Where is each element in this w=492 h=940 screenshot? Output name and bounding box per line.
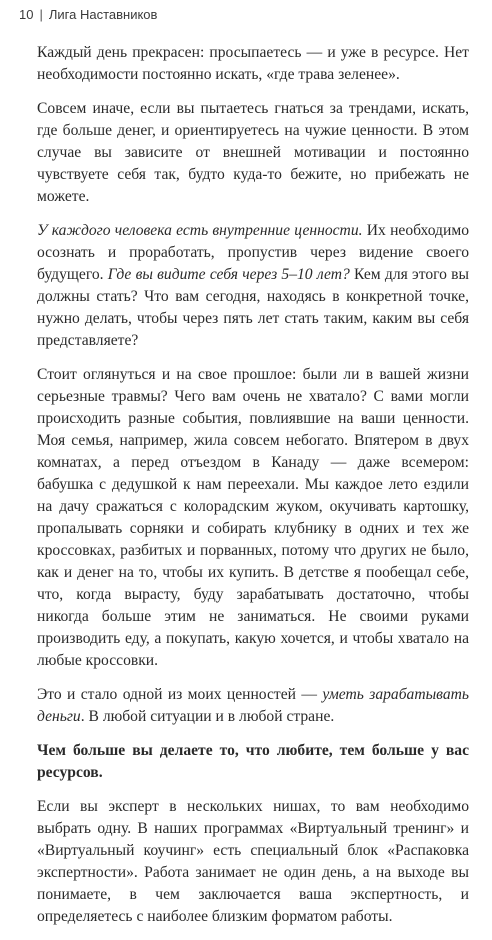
paragraph-1: Каждый день прекрасен: просыпаетесь — и уже в ресурсе. Нет необходимости постоянно искать, «где трава зеленее». bbox=[37, 44, 469, 83]
paragraph-5-emphasis: уметь зарабатывать деньги bbox=[37, 686, 469, 725]
paragraph-3-text-1: Их необходимо осознать и проработать, пропустив через видение своего будущего. bbox=[37, 222, 469, 283]
paragraph-7: Если вы эксперт в нескольких нишах, то вам необходимо выбрать одну. В наших программах «Виртуальный тренинг» и «Виртуальный коучинг» есть специальный блок «Распаковка экспертности». Работа занимает не один день, а на выходе вы понимаете, в чем заключается ваша экспертность, и определяетесь с наиболее близким форматом работы. bbox=[37, 798, 469, 925]
running-title: Лига Наставников bbox=[48, 7, 158, 22]
bold-statement: Чем больше вы делаете то, что любите, тем больше у вас ресурсов. bbox=[37, 742, 469, 781]
header-separator: | bbox=[39, 7, 43, 22]
page-number: 10 bbox=[19, 7, 34, 22]
paragraph-3-emphasis-1: У каждого человека есть внутренние ценности. bbox=[37, 222, 363, 239]
paragraph-4: Стоит оглянуться и на свое прошлое: были ли в вашей жизни серьезные травмы? Чего вам очень не хватало? С вами могли происходить разные события, повлиявшие на ваши ценности. Моя семья, например, жила совсем небогато. Впятером в двух комнатах, а перед отъездом в Канаду — даже всемером: бабушка с дедушкой к нам переехали. Мы каждое лето ездили на дачу сражаться с колорадским жуком, окучивать картошку, пропалывать сорняки и собирать клубнику в одних и тех же кроссовках, разбитых и порванных, потому что других не было, как и денег на то, чтобы их купить. В детстве я пообещал себе, что, когда вырасту, буду зарабатывать достаточно, чтобы никогда больше этим не заниматься. Не своими руками производить еду, а покупать, какую хочется, и чтобы хватало на любые кроссовки. bbox=[37, 366, 469, 669]
paragraph-2: Совсем иначе, если вы пытаетесь гнаться за трендами, искать, где больше денег, и ориентируетесь на чужие ценности. В этом случае вы зависите от внешней мотивации и постоянно чувствуете себя так, будто куда-то бежите, но прибежать не можете. bbox=[37, 100, 469, 205]
running-header bbox=[19, 7, 157, 22]
paragraph-5-text-1: Это и стало одной из моих ценностей — bbox=[37, 686, 323, 703]
paragraph-3 bbox=[37, 220, 469, 352]
paragraph-3-emphasis-2: Где вы видите себя через 5–10 лет? bbox=[107, 266, 350, 283]
body-text bbox=[37, 42, 469, 940]
paragraph-5-text-2: . В любой ситуации и в любой стране. bbox=[80, 708, 335, 725]
paragraph-3-text-2: Кем для этого вы должны стать? Что вам сегодня, находясь в конкретной точке, нужно делать, чтобы через пять лет стать таким, каким вы себя представляете? bbox=[37, 266, 470, 349]
paragraph-5 bbox=[37, 684, 469, 728]
